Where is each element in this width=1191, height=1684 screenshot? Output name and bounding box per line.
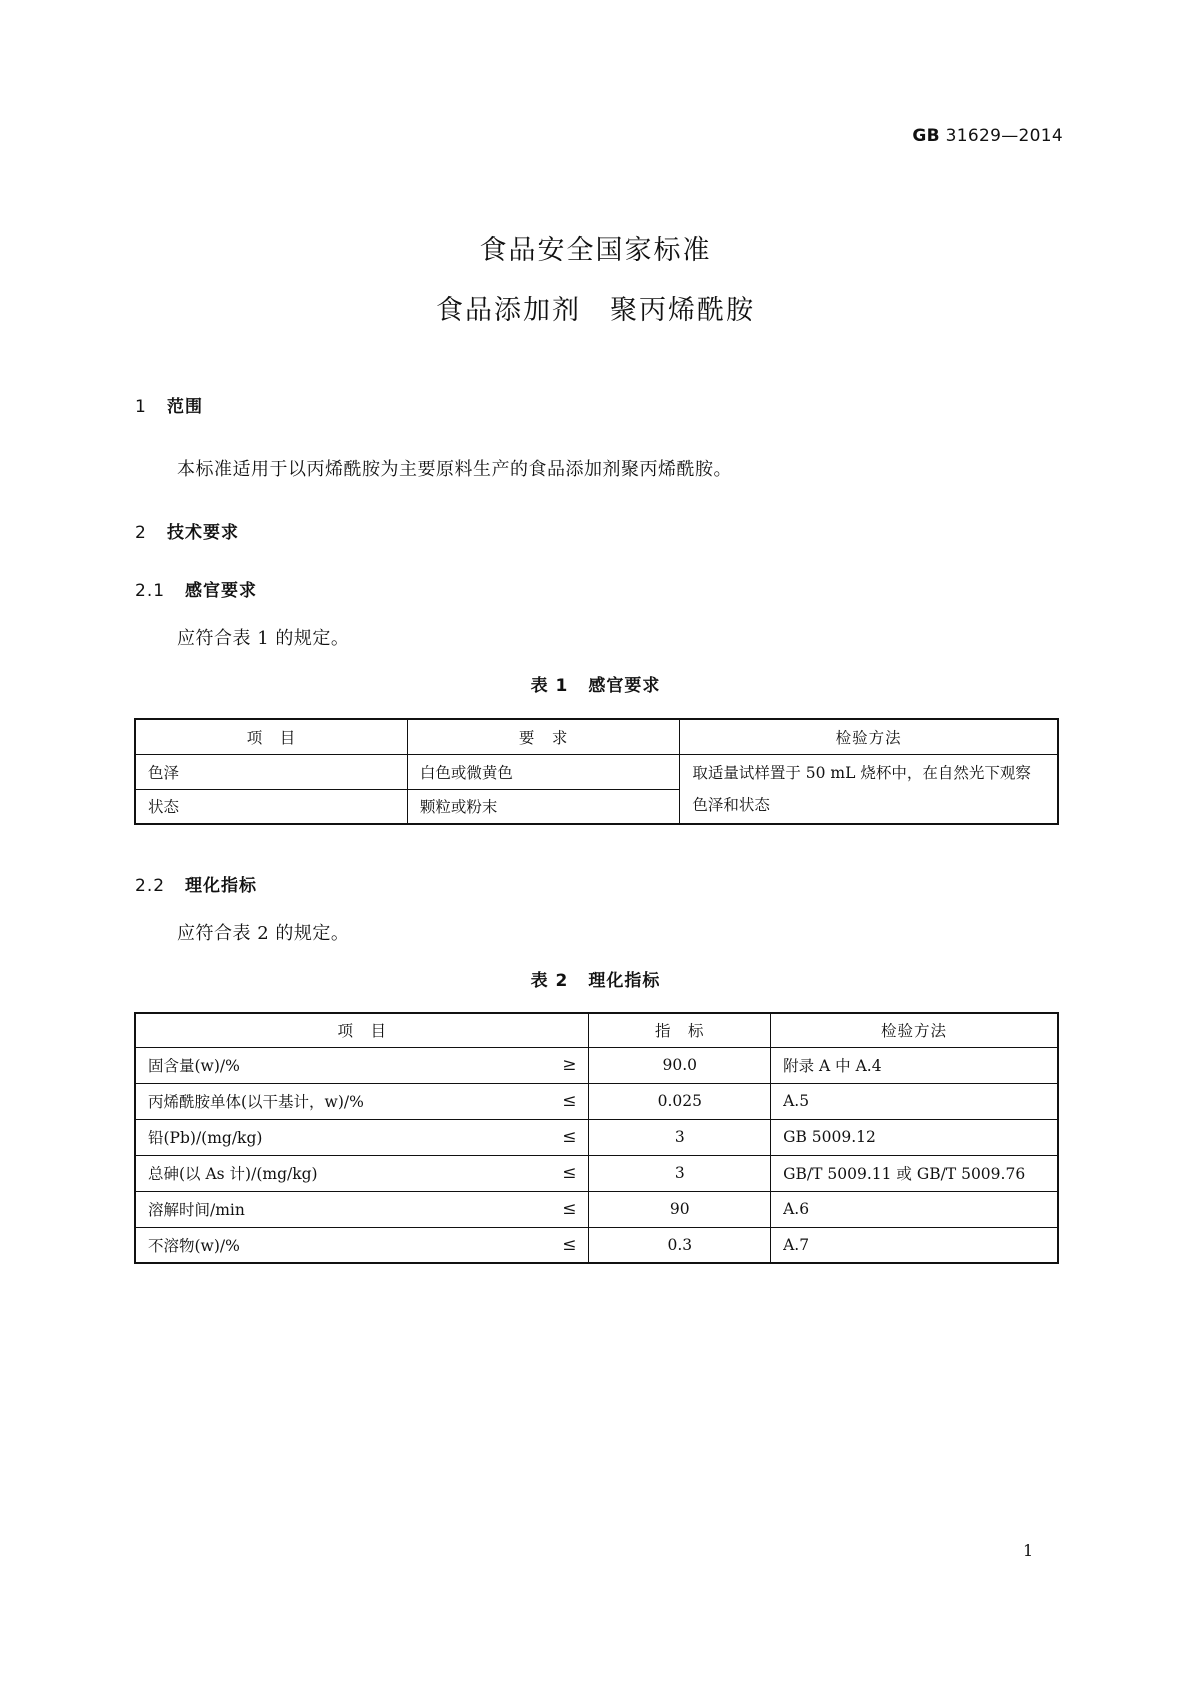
section-number: 1 [135,397,147,417]
column-header: 要 求 [407,719,679,754]
item-label: 铅(Pb)/(mg/kg) [148,1129,263,1147]
column-header: 检验方法 [771,1013,1058,1047]
section-2-2-heading [135,871,257,896]
relation-symbol: ≤ [562,1234,577,1255]
section-2-1-heading [135,576,257,601]
table-header-row [135,719,1058,754]
method-cell: A.6 [771,1191,1058,1227]
item-cell: 色泽 [135,754,407,789]
table-1-caption [0,671,1191,696]
column-header: 指 标 [589,1013,771,1047]
value-cell: 3 [589,1119,771,1155]
physicochemical-indicators-table [134,1012,1059,1264]
item-label: 不溶物(w)/% [148,1236,240,1255]
standard-code [912,126,1063,146]
item-cell [135,1083,589,1119]
section-1-heading [135,392,203,417]
method-cell: 附录 A 中 A.4 [771,1047,1058,1083]
sensory-requirements-table [134,718,1059,825]
section-title: 感官要求 [185,581,257,601]
section-2-heading [135,518,239,543]
column-header: 项 目 [135,719,407,754]
item-cell [135,1191,589,1227]
item-cell [135,1119,589,1155]
item-cell [135,1047,589,1083]
item-label: 丙烯酰胺单体(以干基计，w)/% [148,1093,364,1111]
column-header: 检验方法 [680,719,1058,754]
method-cell: GB/T 5009.11 或 GB/T 5009.76 [771,1155,1058,1191]
relation-symbol: ≤ [562,1163,577,1183]
table-row [135,1047,1058,1083]
document-subtitle: 食品添加剂 聚丙烯酰胺 [436,295,755,326]
table-caption-number: 表 2 [530,971,569,991]
standard-number: 31629—2014 [945,126,1063,146]
scope-paragraph: 本标准适用于以丙烯酰胺为主要原料生产的食品添加剂聚丙烯酰胺。 [177,459,732,480]
section-number: 2.1 [135,581,166,601]
value-cell: 0.3 [589,1227,771,1263]
relation-symbol: ≥ [562,1055,577,1075]
requirement-cell: 白色或微黄色 [407,754,679,789]
table-caption-number: 表 1 [530,676,569,696]
relation-symbol: ≤ [562,1127,577,1147]
item-label: 溶解时间/min [148,1201,245,1219]
value-cell: 3 [589,1155,771,1191]
page-number: 1 [1023,1541,1034,1560]
table-row [135,1227,1058,1263]
item-cell [135,1155,589,1191]
method-cell: A.5 [771,1083,1058,1119]
section-title: 技术要求 [167,523,239,543]
table-row [135,1155,1058,1191]
table-row [135,1083,1058,1119]
section-title: 理化指标 [185,876,257,896]
standard-prefix: GB [912,126,940,146]
method-cell: A.7 [771,1227,1058,1263]
item-cell: 状态 [135,789,407,824]
table-row [135,1191,1058,1227]
section-title: 范围 [167,397,203,417]
table-row [135,754,1058,789]
value-cell: 90 [589,1191,771,1227]
table-caption-title: 理化指标 [588,971,661,991]
requirement-cell: 颗粒或粉末 [407,789,679,824]
item-cell [135,1227,589,1263]
relation-symbol: ≤ [562,1091,577,1111]
physchem-paragraph: 应符合表 2 的规定。 [177,923,350,944]
section-number: 2 [135,523,147,543]
value-cell: 90.0 [589,1047,771,1083]
method-cell: 取适量试样置于 50 mL 烧杯中，在自然光下观察色泽和状态 [680,754,1058,824]
section-number: 2.2 [135,876,166,896]
document-title: 食品安全国家标准 [479,235,712,266]
item-label: 固含量(w)/% [148,1057,240,1075]
relation-symbol: ≤ [562,1199,577,1219]
value-cell: 0.025 [589,1083,771,1119]
table-header-row [135,1013,1058,1047]
item-label: 总砷(以 As 计)/(mg/kg) [148,1165,318,1183]
method-cell: GB 5009.12 [771,1119,1058,1155]
sensory-paragraph: 应符合表 1 的规定。 [177,628,350,649]
table-2-caption [0,966,1191,991]
table-caption-title: 感官要求 [588,676,661,696]
column-header: 项 目 [135,1013,589,1047]
table-row [135,1119,1058,1155]
